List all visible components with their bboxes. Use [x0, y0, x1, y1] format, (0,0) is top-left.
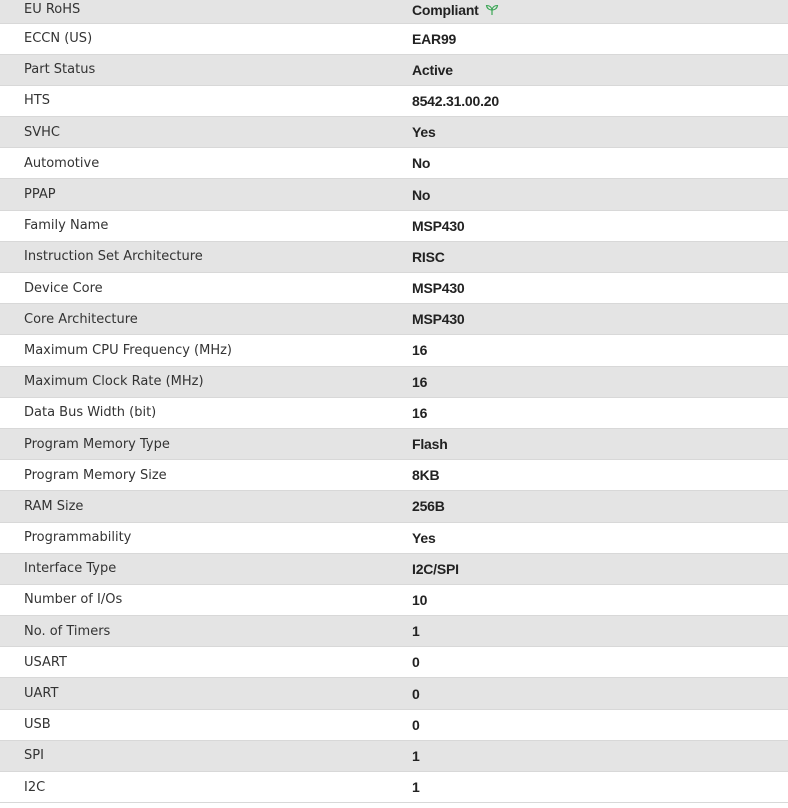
spec-value: 1 [388, 772, 788, 803]
spec-label: RAM Size [0, 491, 388, 522]
table-row [0, 616, 788, 647]
spec-value: Yes [388, 117, 788, 148]
spec-label: I2C [0, 772, 388, 803]
spec-label: Program Memory Size [0, 460, 388, 491]
spec-label: HTS [0, 85, 388, 116]
spec-value: 10 [388, 584, 788, 615]
spec-value: EAR99 [388, 23, 788, 54]
spec-value: Active [388, 54, 788, 85]
spec-label: Part Status [0, 54, 388, 85]
table-row [0, 772, 788, 803]
table-row [0, 709, 788, 740]
spec-label: Number of I/Os [0, 584, 388, 615]
spec-value [388, 0, 788, 23]
spec-value: Flash [388, 428, 788, 459]
table-row [0, 491, 788, 522]
spec-label: USART [0, 647, 388, 678]
table-row [0, 740, 788, 771]
spec-value: No [388, 148, 788, 179]
table-row [0, 335, 788, 366]
spec-label: SVHC [0, 117, 388, 148]
table-row [0, 210, 788, 241]
spec-value: I2C/SPI [388, 553, 788, 584]
table-row [0, 678, 788, 709]
spec-label: Maximum CPU Frequency (MHz) [0, 335, 388, 366]
spec-value: MSP430 [388, 210, 788, 241]
table-row [0, 397, 788, 428]
spec-label: Interface Type [0, 553, 388, 584]
table-row [0, 366, 788, 397]
spec-value: 0 [388, 647, 788, 678]
spec-value: MSP430 [388, 304, 788, 335]
spec-label: Programmability [0, 522, 388, 553]
spec-value: RISC [388, 241, 788, 272]
spec-label: Device Core [0, 273, 388, 304]
spec-label: Program Memory Type [0, 428, 388, 459]
table-row [0, 54, 788, 85]
spec-value: 1 [388, 740, 788, 771]
spec-value: 16 [388, 366, 788, 397]
spec-value: Yes [388, 522, 788, 553]
table-row [0, 241, 788, 272]
spec-value: 0 [388, 709, 788, 740]
spec-value: 16 [388, 335, 788, 366]
spec-label: Instruction Set Architecture [0, 241, 388, 272]
table-row [0, 304, 788, 335]
spec-value: 16 [388, 397, 788, 428]
spec-label: EU RoHS [0, 0, 388, 23]
spec-value-text: Compliant [412, 2, 479, 18]
spec-label: Automotive [0, 148, 388, 179]
table-row [0, 117, 788, 148]
table-row [0, 0, 788, 23]
table-row [0, 273, 788, 304]
table-row [0, 85, 788, 116]
spec-label: ECCN (US) [0, 23, 388, 54]
spec-label: USB [0, 709, 388, 740]
spec-label: Core Architecture [0, 304, 388, 335]
spec-label: SPI [0, 740, 388, 771]
table-row [0, 148, 788, 179]
spec-value: 8542.31.00.20 [388, 85, 788, 116]
spec-value: 256B [388, 491, 788, 522]
table-row [0, 522, 788, 553]
spec-value: 8KB [388, 460, 788, 491]
spec-value: 0 [388, 678, 788, 709]
spec-label: UART [0, 678, 388, 709]
leaf-icon [485, 3, 499, 15]
spec-value: 1 [388, 616, 788, 647]
table-row [0, 428, 788, 459]
spec-value: No [388, 179, 788, 210]
table-row [0, 553, 788, 584]
spec-label: Family Name [0, 210, 388, 241]
spec-label: PPAP [0, 179, 388, 210]
table-row [0, 584, 788, 615]
spec-label: Maximum Clock Rate (MHz) [0, 366, 388, 397]
table-row [0, 647, 788, 678]
table-row [0, 179, 788, 210]
table-row [0, 460, 788, 491]
spec-value: MSP430 [388, 273, 788, 304]
table-row [0, 23, 788, 54]
spec-label: No. of Timers [0, 616, 388, 647]
spec-label: Data Bus Width (bit) [0, 397, 388, 428]
